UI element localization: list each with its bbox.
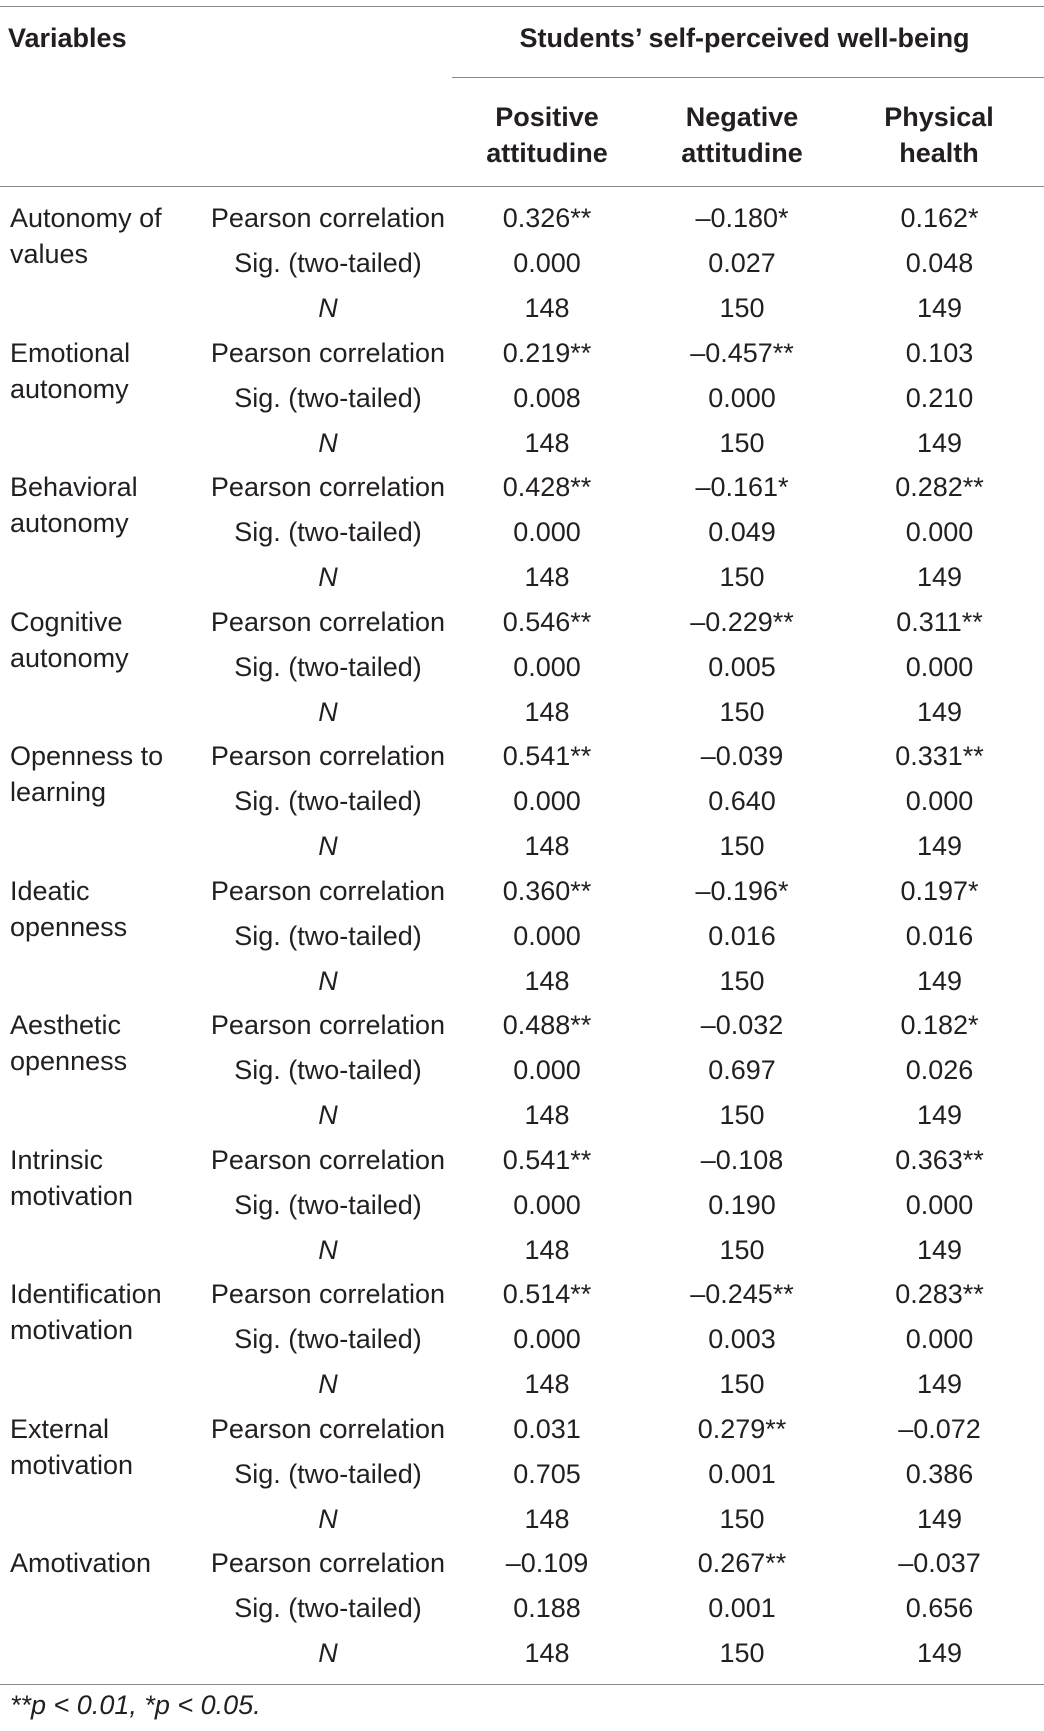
table-cell: –0.072 [898,1413,981,1444]
table-cell: 0.000 [513,1189,581,1220]
table-cell: 0.541** [502,1144,592,1175]
table-cell: 0.000 [905,1324,974,1354]
table-cell: 150 [719,293,765,323]
col-header-positive: Positive attitudine [486,102,608,168]
stat-label: Pearson correlation [210,1413,446,1444]
stat-label: N [318,1638,338,1668]
table-cell: 150 [719,1503,765,1534]
table-cell: 0.360** [502,875,592,906]
stat-label: Pearson correlation [210,472,446,502]
table-cell: 149 [916,1369,963,1399]
stat-label: Sig. (two-tailed) [234,1324,422,1354]
table-cell: 149 [916,562,963,592]
table-cell: 0.386 [905,1458,974,1489]
table-cell: 0.049 [708,517,776,547]
table-cell: 0.000 [513,517,581,547]
table-cell: 148 [524,696,570,727]
table-cell: 0.000 [513,651,581,682]
stat-label: Sig. (two-tailed) [234,248,422,278]
stat-label: Sig. (two-tailed) [234,1458,422,1489]
table-cell: 0.016 [708,920,776,951]
table-cell: 149 [916,696,963,727]
stat-label: Sig. (two-tailed) [234,1189,422,1220]
table-cell: 0.000 [905,517,974,547]
table-cell: 0.026 [905,1055,974,1085]
variable-label: Aesthetic openness [10,1010,128,1076]
table-cell: 149 [916,293,963,323]
stat-label: N [318,1369,338,1399]
table-cell: 148 [524,293,570,323]
table-cell: 149 [916,1100,963,1130]
table-cell: 0.326** [502,203,592,233]
variables-header: Variables [8,23,127,53]
table-cell: 148 [524,1100,570,1130]
table-cell: 0.219** [502,337,592,368]
table-cell: 0.488** [502,1010,592,1040]
table-cell: 150 [719,562,765,592]
table-cell: 0.514** [502,1279,592,1309]
stat-label: Sig. (two-tailed) [234,382,422,413]
table-cell: 0.000 [513,248,581,278]
table-cell: –0.180* [695,203,789,233]
table-cell: 148 [524,1503,570,1534]
stat-label: N [318,965,338,996]
table-cell: 0.000 [513,1055,581,1085]
table-cell: 150 [719,965,765,996]
header-rule [0,186,1044,187]
table-cell: 0.640 [708,786,776,816]
table-cell: 0.000 [513,1324,581,1354]
table-cell: –0.039 [700,741,784,771]
table-cell: 0.048 [905,248,974,278]
variable-label: Autonomy of values [10,203,162,269]
table-cell: –0.245** [690,1279,794,1309]
variable-label: Intrinsic motivation [10,1144,134,1211]
table-cell: –0.457** [690,337,794,368]
stat-label: Pearson correlation [210,1010,446,1040]
table-cell: 0.182* [900,1010,979,1040]
stat-label: Sig. (two-tailed) [234,786,422,816]
table-cell: 148 [524,831,570,861]
stat-label: N [318,696,338,727]
stat-label: Sig. (two-tailed) [234,651,422,682]
variable-label: Ideatic openness [10,875,128,942]
table-cell: 148 [524,562,570,592]
table-cell: 0.197* [900,875,979,906]
table-cell: 150 [719,696,765,727]
table-cell: 149 [916,965,963,996]
table-cell: 0.001 [708,1458,776,1489]
variable-label: Emotional autonomy [10,337,131,404]
table-cell: 0.000 [513,920,581,951]
stat-label: Pearson correlation [210,606,446,637]
table-cell: 0.428** [502,472,592,502]
table-cell: 0.027 [708,248,776,278]
table-cell: 149 [916,1638,963,1668]
stat-label: Sig. (two-tailed) [234,517,422,547]
table-cell: 149 [916,1234,963,1265]
top-rule [0,6,1044,7]
table-cell: 0.188 [513,1593,581,1623]
group-rule [452,77,1044,78]
table-cell: 0.697 [708,1055,776,1085]
table-cell: 0.279** [697,1413,787,1444]
table-cell: 0.000 [905,786,974,816]
table-cell: 0.162* [900,203,979,233]
table-cell: –0.037 [898,1548,981,1578]
stat-label: N [318,293,338,323]
table-cell: 150 [719,1234,765,1265]
stat-label: N [318,1503,338,1534]
stat-label: Pearson correlation [210,203,446,233]
col-header-negative: Negative attitudine [681,102,803,168]
table-cell: 149 [916,831,963,861]
table-cell: 148 [524,1369,570,1399]
col-header-physical: Physical health [884,102,994,168]
table-cell: –0.196* [695,875,789,906]
table-cell: 148 [524,427,570,458]
stat-label: Pearson correlation [210,741,446,771]
stat-label: N [318,427,338,458]
variable-label: Amotivation [10,1548,152,1578]
table-cell: 0.283** [895,1279,984,1309]
table-cell: 148 [524,1638,570,1668]
footnote: **p < 0.01, *p < 0.05. [10,1690,261,1720]
table-cell: 0.311** [896,606,983,637]
table-cell: 0.541** [502,741,592,771]
table-cell: –0.161* [695,472,789,502]
stat-label: Pearson correlation [210,1548,446,1578]
table-cell: 149 [916,1503,963,1534]
table-cell: 0.000 [708,382,776,413]
table-cell: 148 [524,965,570,996]
stat-label: Pearson correlation [210,1144,446,1175]
variable-label: Identification motivation [10,1279,162,1345]
stat-label: N [318,1100,338,1130]
table-cell: 0.000 [905,651,974,682]
table-cell: 0.000 [513,786,581,816]
table-cell: 0.210 [905,382,974,413]
table-cell: 0.005 [708,651,776,682]
table-cell: 149 [916,427,963,458]
table-cell: 0.705 [513,1458,581,1489]
table-cell: –0.032 [700,1010,784,1040]
table-cell: 150 [719,1369,765,1399]
variable-label: Cognitive autonomy [10,606,129,673]
variable-label: Openness to learning [10,741,164,807]
stat-label: Sig. (two-tailed) [234,1593,422,1623]
table-cell: 150 [719,1100,765,1130]
stat-label: Sig. (two-tailed) [234,1055,422,1085]
stat-label: N [318,831,338,861]
table-cell: 0.546** [502,606,592,637]
stat-label: N [318,562,338,592]
table-cell: 0.001 [708,1593,776,1623]
table-cell: 150 [719,1638,765,1668]
table-cell: 150 [719,427,765,458]
table-cell: –0.229** [690,606,794,637]
table-cell: 0.000 [905,1189,974,1220]
table-cell: 0.103 [905,337,974,368]
stat-label: Pearson correlation [210,1279,446,1309]
table-cell: 0.282** [895,472,984,502]
stat-label: N [318,1234,338,1265]
group-header: Students’ self-perceived well-being [519,23,970,53]
table-cell: 150 [719,831,765,861]
table-cell: 148 [524,1234,570,1265]
table-cell: 0.003 [708,1324,776,1354]
stat-label: Sig. (two-tailed) [234,920,422,951]
stat-label: Pearson correlation [210,337,446,368]
variable-label: External motivation [10,1413,134,1480]
table-cell: 0.008 [513,382,581,413]
bottom-rule [0,1684,1044,1685]
table-cell: –0.109 [505,1548,589,1578]
table-cell: 0.331** [895,741,984,771]
table-cell: 0.363** [895,1144,984,1175]
table-cell: 0.656 [905,1593,974,1623]
table-cell: 0.267** [697,1548,787,1578]
table-cell: 0.190 [708,1189,776,1220]
table-cell: 0.016 [905,920,974,951]
table-cell: –0.108 [700,1144,784,1175]
variable-label: Behavioral autonomy [10,472,138,538]
stat-label: Pearson correlation [210,875,446,906]
table-cell: 0.031 [513,1413,581,1444]
